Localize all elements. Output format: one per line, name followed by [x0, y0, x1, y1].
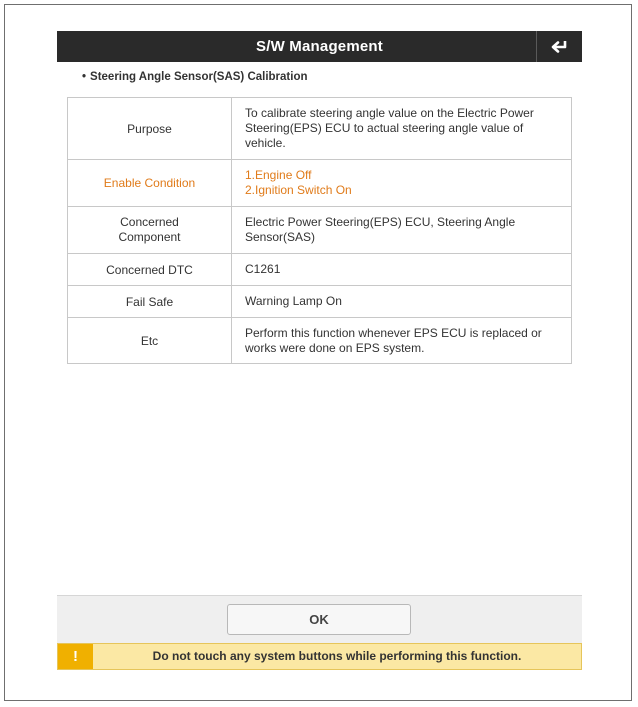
value-line: Electric Power Steering(EPS) ECU, Steering Angle: [245, 215, 516, 229]
value-line: works were done on EPS system.: [245, 340, 425, 355]
return-arrow-icon: [550, 39, 570, 55]
table-row-fail-safe: [68, 286, 572, 318]
row-label: Fail Safe: [68, 286, 232, 318]
table-row-purpose: [68, 98, 572, 160]
row-label: Concerned DTC: [68, 254, 232, 286]
title-bar: [57, 31, 582, 62]
row-value: [232, 160, 572, 207]
value-line: 1.Engine Off: [245, 168, 312, 182]
value-line: vehicle.: [245, 136, 286, 150]
warning-bar: [57, 643, 582, 670]
value-line: To calibrate steering angle value on the Electric Power: [245, 106, 534, 120]
warning-message: Do not touch any system buttons while performing this function.: [152, 649, 522, 663]
heading-bullet: •: [82, 71, 87, 83]
row-value: [232, 318, 572, 364]
table-row-enable-condition: [68, 160, 572, 207]
ok-button[interactable]: OK: [227, 604, 411, 635]
section-heading: [82, 71, 308, 83]
info-table: [67, 97, 572, 364]
warning-icon: !: [58, 644, 93, 669]
row-label: [68, 207, 232, 254]
row-value: [232, 98, 572, 160]
dialog-footer: [57, 595, 582, 644]
row-label: Enable Condition: [68, 160, 232, 207]
section-title: Steering Angle Sensor(SAS) Calibration: [90, 71, 308, 83]
value-line: Steering(EPS) ECU to actual steering angle value of: [245, 121, 524, 135]
table-row-etc: [68, 318, 572, 364]
row-value: C1261: [232, 254, 572, 286]
back-button[interactable]: [536, 31, 582, 62]
row-label: Etc: [68, 318, 232, 364]
row-value: Warning Lamp On: [232, 286, 572, 318]
row-value: [232, 207, 572, 254]
table-row-concerned-component: [68, 207, 572, 254]
value-line: Sensor(SAS): [245, 230, 316, 244]
table-row-concerned-dtc: [68, 254, 572, 286]
sw-management-dialog: [57, 31, 582, 670]
label-line: Component: [118, 230, 181, 244]
page-title: S/W Management: [256, 38, 383, 55]
row-label: Purpose: [68, 98, 232, 160]
label-line: Concerned: [120, 215, 179, 229]
value-line: Perform this function whenever EPS ECU is replaced or: [245, 325, 542, 340]
value-line: 2.Ignition Switch On: [245, 183, 352, 197]
